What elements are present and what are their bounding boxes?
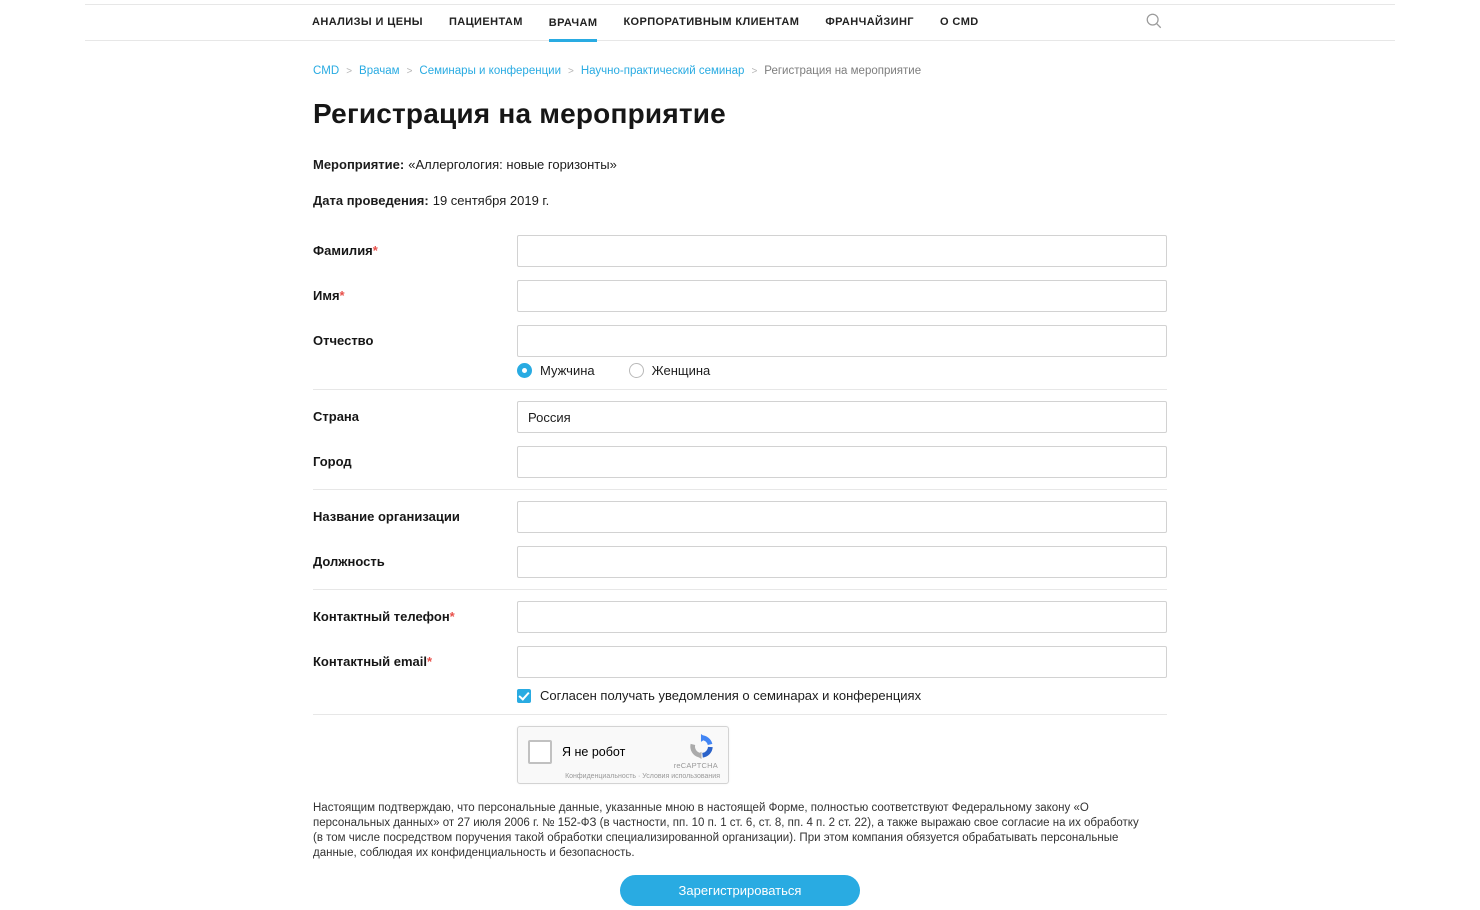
gender-female-label: Женщина: [651, 363, 711, 378]
nav-item-doctors[interactable]: ВРАЧАМ: [549, 5, 598, 42]
gender-option-female[interactable]: [629, 363, 711, 378]
nav-item-franchising[interactable]: ФРАНЧАЙЗИНГ: [825, 16, 914, 28]
consent-label: Согласен получать уведомления о семинарах и конференциях: [540, 688, 922, 703]
phone-input[interactable]: [517, 601, 1167, 633]
nav-item-analyses[interactable]: АНАЛИЗЫ И ЦЕНЫ: [312, 16, 423, 28]
email-input[interactable]: [517, 646, 1167, 678]
event-date-line: [313, 193, 1167, 208]
breadcrumb-current: Регистрация на мероприятие: [764, 65, 922, 77]
event-name-value: «Аллергология: новые горизонты»: [408, 157, 617, 172]
required-mark: *: [372, 243, 378, 258]
form-row-last-name: [313, 235, 1167, 267]
required-mark: *: [449, 609, 455, 624]
register-button[interactable]: Зарегистрироваться: [620, 875, 860, 906]
form-row-phone: [313, 601, 1167, 633]
city-input[interactable]: [517, 446, 1167, 478]
country-input[interactable]: [517, 401, 1167, 433]
nav-item-about[interactable]: О CMD: [939, 16, 979, 28]
radio-unselected-icon[interactable]: [629, 363, 644, 378]
required-mark: *: [427, 654, 433, 669]
first-name-label: Имя*: [313, 288, 345, 303]
recaptcha-widget: [517, 726, 729, 784]
city-label: Город: [313, 454, 352, 469]
radio-selected-icon[interactable]: [517, 363, 532, 378]
position-input[interactable]: [517, 546, 1167, 578]
breadcrumb-separator: >: [568, 66, 574, 77]
consent-checkbox-row[interactable]: [517, 688, 1167, 703]
recaptcha-checkbox[interactable]: [528, 740, 552, 764]
section-divider: [313, 389, 1167, 390]
section-divider: [313, 489, 1167, 490]
registration-form: [313, 235, 1167, 906]
gender-male-label: Мужчина: [540, 363, 595, 378]
organization-input[interactable]: [517, 501, 1167, 533]
event-meta: [313, 157, 1167, 208]
middle-name-input[interactable]: [517, 325, 1167, 357]
phone-label: Контактный телефон*: [313, 609, 455, 624]
breadcrumb-separator: >: [346, 66, 353, 77]
form-row-first-name: [313, 280, 1167, 312]
form-row-middle-name: [313, 325, 1167, 357]
email-label: Контактный email*: [313, 654, 433, 669]
main-nav: [312, 5, 979, 40]
form-row-country: [313, 401, 1167, 433]
breadcrumb-separator: >: [406, 66, 413, 77]
form-row-position: [313, 546, 1167, 578]
event-name-line: [313, 157, 1167, 172]
event-date-value: 19 сентября 2019 г.: [432, 193, 550, 208]
gender-option-male[interactable]: [517, 363, 595, 378]
first-name-input[interactable]: [517, 280, 1167, 312]
breadcrumb: [313, 65, 1167, 77]
form-row-email: [313, 646, 1167, 678]
breadcrumb-link-seminar[interactable]: Научно-практический семинар: [580, 65, 745, 77]
breadcrumb-link-doctors[interactable]: Врачам: [359, 65, 400, 77]
form-row-organization: [313, 501, 1167, 533]
section-divider: [313, 714, 1167, 715]
breadcrumb-separator: >: [751, 66, 758, 77]
position-label: Должность: [313, 554, 385, 569]
gender-radio-group: [517, 363, 1167, 378]
recaptcha-label: Я не робот: [562, 745, 626, 759]
top-navigation: [85, 4, 1395, 41]
middle-name-label: Отчество: [313, 333, 374, 348]
country-label: Страна: [313, 409, 360, 424]
breadcrumb-link-cmd[interactable]: CMD: [313, 65, 340, 77]
search-button[interactable]: [1143, 10, 1165, 35]
page-title: Регистрация на мероприятие: [313, 98, 726, 129]
last-name-input[interactable]: [517, 235, 1167, 267]
required-mark: *: [339, 288, 345, 303]
form-row-city: [313, 446, 1167, 478]
recaptcha-logo-icon: [689, 734, 714, 764]
last-name-label: Фамилия*: [313, 243, 378, 258]
recaptcha-brand-text: reCAPTCHA: [673, 761, 718, 770]
nav-item-corporate[interactable]: КОРПОРАТИВНЫМ КЛИЕНТАМ: [623, 16, 800, 28]
event-name-label: Мероприятие:: [313, 157, 405, 172]
submit-row: [313, 875, 1167, 906]
search-icon: [1145, 18, 1163, 33]
organization-label: Название организации: [313, 509, 460, 524]
registration-page: [313, 65, 1167, 906]
consent-checkbox[interactable]: [517, 689, 531, 703]
breadcrumb-link-seminars[interactable]: Семинары и конференции: [419, 65, 561, 77]
event-date-label: Дата проведения:: [313, 193, 429, 208]
nav-item-patients[interactable]: ПАЦИЕНТАМ: [448, 16, 523, 28]
personal-data-legal-text: Настоящим подтверждаю, что персональные данные, указанные мною в настоящей Форме, полностью соответствуют Федеральному закону «О персональных данных» от 27 июля 2006 г. № 152-ФЗ (в частности, пп. 10 п. 1 ст. 6, ст. 8, пп. 4 п. 2 ст. 22), а также выражаю свое согласие на их обработку (в том числе посредством поручения такой обработки специализированной организации). При этом компания обязуется обрабатывать персональные данные, соблюдая их конфиденциальность и безопасность.: [313, 802, 1139, 859]
section-divider: [313, 589, 1167, 590]
recaptcha-terms-links[interactable]: Конфиденциальность · Условия использования: [565, 773, 720, 780]
